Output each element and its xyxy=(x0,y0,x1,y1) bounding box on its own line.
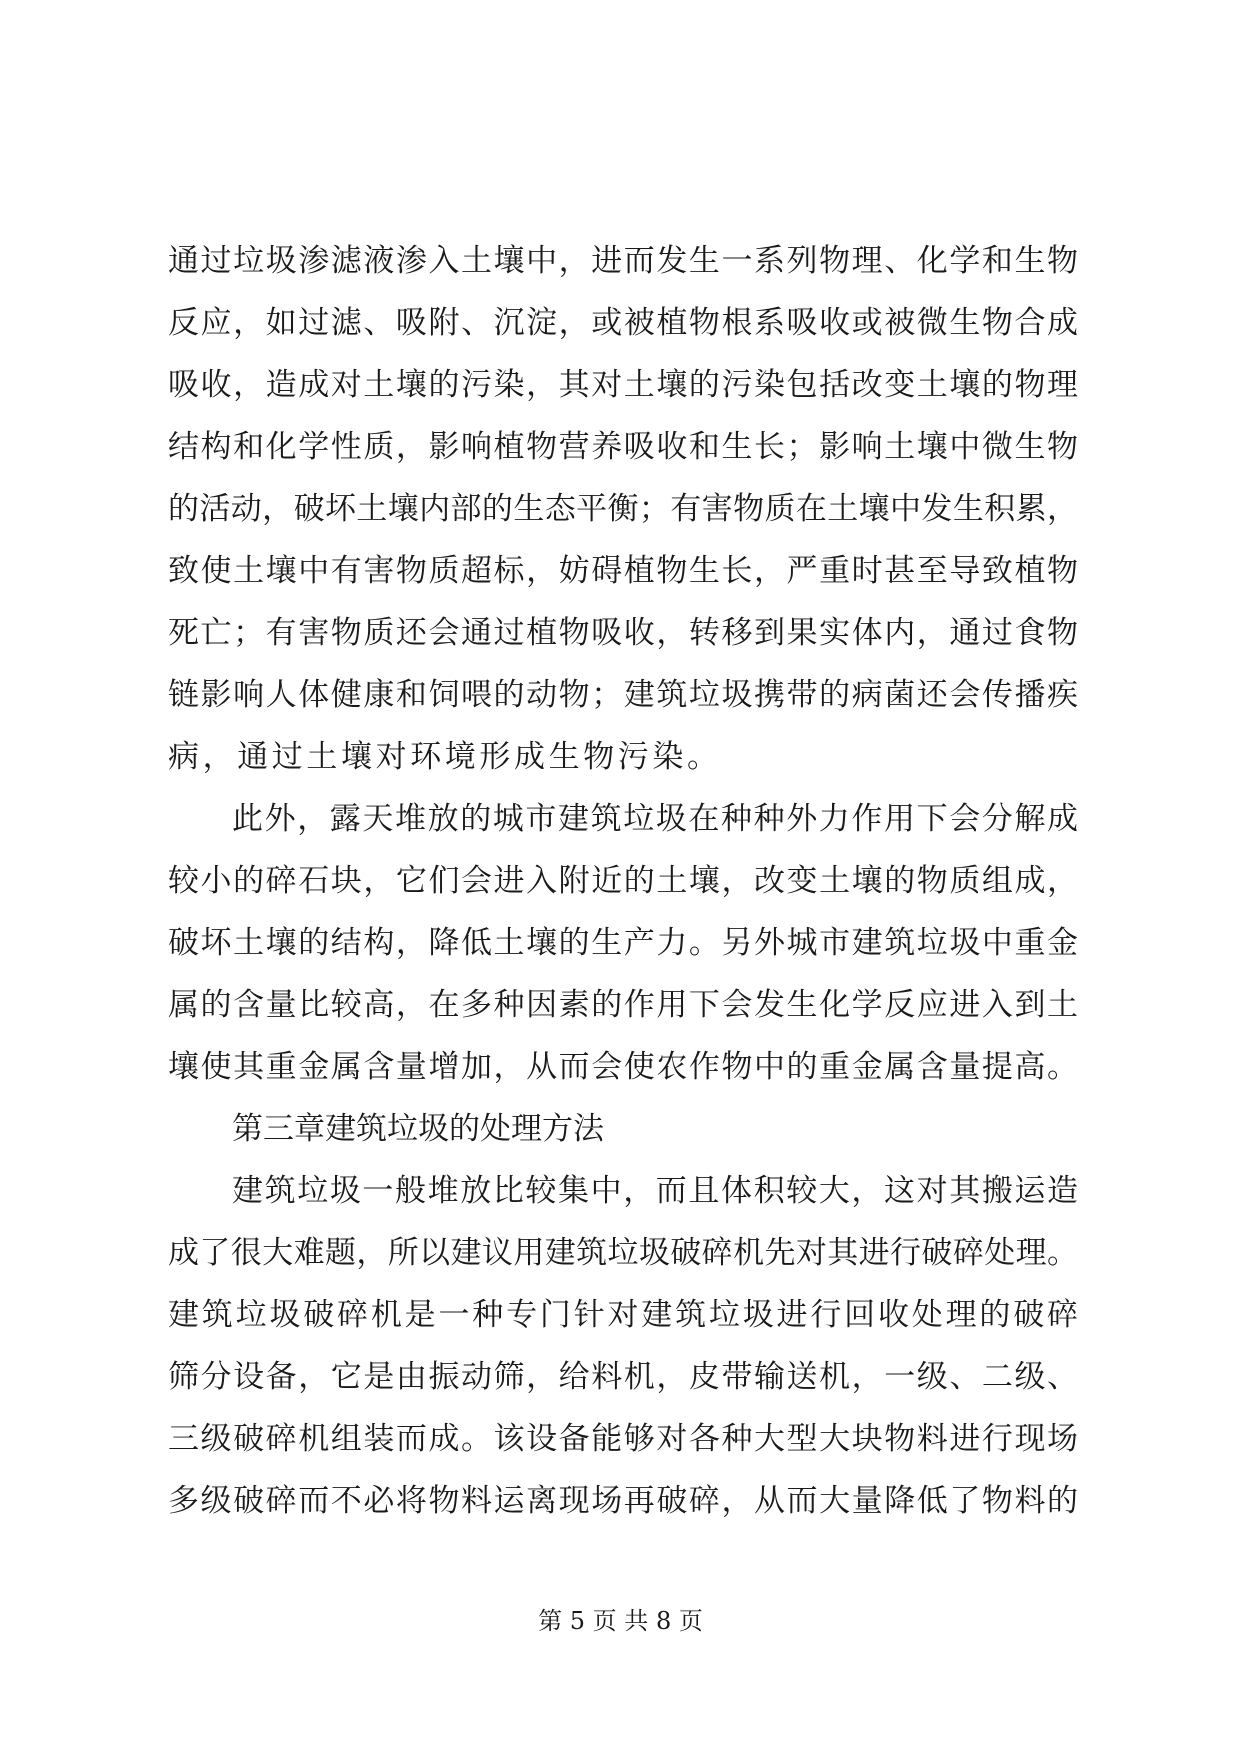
text-line: 筛分设备，它是由振动筛，给料机，皮带输送机，一级、二级、 xyxy=(168,1359,1078,1395)
text-line: 死亡；有害物质还会通过植物吸收，转移到果实体内，通过食物 xyxy=(168,615,1078,651)
text-line: 通过垃圾渗滤液渗入土壤中，进而发生一系列物理、化学和生物 xyxy=(168,243,1078,279)
text-line: 壤使其重金属含量增加，从而会使农作物中的重金属含量提高。 xyxy=(168,1049,1078,1085)
text-line: 病，通过土壤对环境形成生物污染。 xyxy=(168,739,722,775)
chapter-heading: 第三章建筑垃圾的处理方法 xyxy=(232,1111,604,1147)
text-line: 建筑垃圾一般堆放比较集中，而且体积较大，这对其搬运造 xyxy=(232,1173,1078,1209)
body-text xyxy=(168,230,1078,1532)
text-line: 较小的碎石块，它们会进入附近的土壤，改变土壤的物质组成， xyxy=(168,863,1078,899)
text-line: 致使土壤中有害物质超标，妨碍植物生长，严重时甚至导致植物 xyxy=(168,553,1078,589)
text-line: 多级破碎而不必将物料运离现场再破碎，从而大量降低了物料的 xyxy=(168,1483,1078,1519)
text-line: 属的含量比较高，在多种因素的作用下会发生化学反应进入到土 xyxy=(168,987,1078,1023)
text-line: 建筑垃圾破碎机是一种专门针对建筑垃圾进行回收处理的破碎 xyxy=(168,1297,1078,1333)
text-line: 此外，露天堆放的城市建筑垃圾在种种外力作用下会分解成 xyxy=(232,801,1078,837)
text-line: 破坏土壤的结构，降低土壤的生产力。另外城市建筑垃圾中重金 xyxy=(168,925,1078,961)
text-line: 反应，如过滤、吸附、沉淀，或被植物根系吸收或被微生物合成 xyxy=(168,305,1078,341)
text-line: 的活动，破坏土壤内部的生态平衡；有害物质在土壤中发生积累， xyxy=(168,491,1078,527)
text-line: 结构和化学性质，影响植物营养吸收和生长；影响土壤中微生物 xyxy=(168,429,1078,465)
text-line: 链影响人体健康和饲喂的动物；建筑垃圾携带的病菌还会传播疾 xyxy=(168,677,1078,713)
text-line: 三级破碎机组装而成。该设备能够对各种大型大块物料进行现场 xyxy=(168,1421,1078,1457)
text-line: 吸收，造成对土壤的污染，其对土壤的污染包括改变土壤的物理 xyxy=(168,367,1078,403)
page-number-footer: 第 5 页 共 8 页 xyxy=(538,1607,703,1635)
text-line: 成了很大难题，所以建议用建筑垃圾破碎机先对其进行破碎处理。 xyxy=(168,1235,1078,1271)
